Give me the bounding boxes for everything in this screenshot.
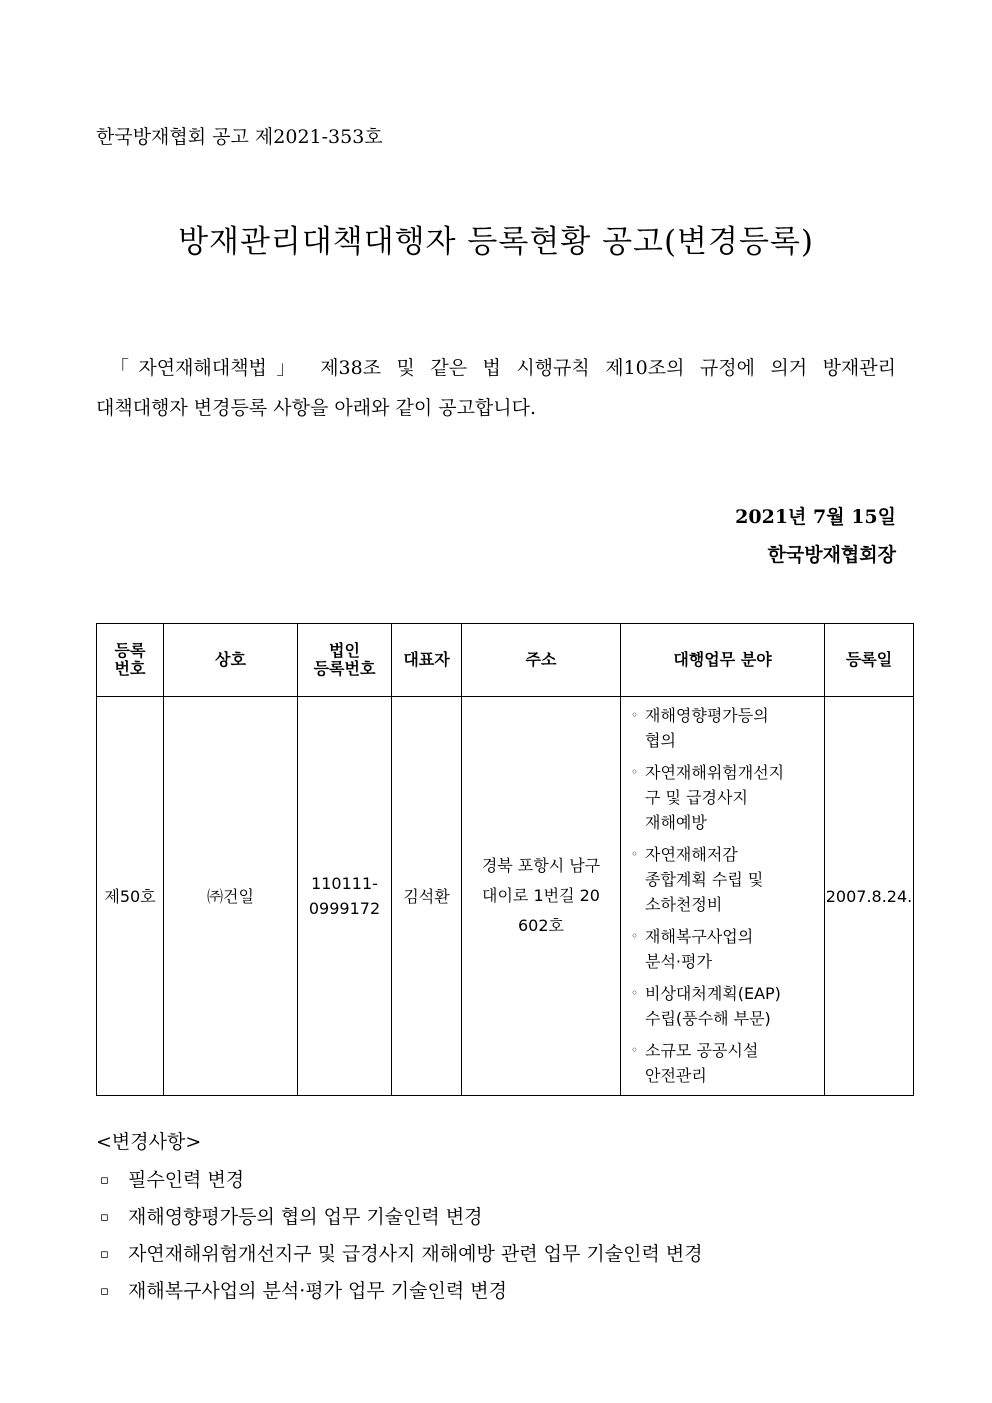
square-bullet-icon: ▫ [100, 1173, 109, 1188]
list-item [100, 1273, 703, 1310]
bullet-dot-icon: ◦ [631, 847, 639, 861]
document-title: 방재관리대책대행자 등록현황 공고(변경등록) [178, 224, 814, 260]
body-paragraph [96, 348, 896, 428]
header-representative: 대표자 [392, 624, 462, 697]
field-item-line: 종합계획 수립 및 [645, 870, 764, 889]
list-item-text: 재해영향평가등의 협의 업무 기술인력 변경 [128, 1206, 483, 1228]
list-item-text: 재해복구사업의 분석·평가 업무 기술인력 변경 [128, 1280, 507, 1302]
header-reg-date: 등록일 [825, 624, 914, 697]
header-corp-no-line2: 등록번호 [313, 659, 376, 678]
header-reg-no [97, 624, 164, 697]
field-item-line: 구 및 급경사지 [645, 788, 748, 807]
list-item [100, 1236, 703, 1273]
cell-address [462, 697, 621, 1096]
cell-corp-no-line2: 0999172 [308, 899, 381, 918]
field-item-line: 소하천정비 [645, 895, 723, 914]
field-item-line: 재해복구사업의 [645, 927, 754, 946]
square-bullet-icon: ▫ [100, 1210, 109, 1225]
field-item-line: 자연재해위험개선지 [645, 763, 785, 782]
changes-heading: <변경사항> [96, 1131, 202, 1153]
field-item-line: 수립(풍수해 부문) [645, 1009, 771, 1028]
header-fields: 대행업무 분야 [621, 624, 825, 697]
changes-list [100, 1162, 703, 1310]
list-item-text: 필수인력 변경 [128, 1169, 245, 1191]
header-reg-no-line1: 등록 [114, 641, 146, 660]
cell-company: ㈜건일 [164, 697, 298, 1096]
square-bullet-icon: ▫ [100, 1247, 109, 1262]
bullet-dot-icon: ◦ [631, 986, 639, 1000]
registration-table [96, 623, 914, 1096]
header-reg-no-line2: 번호 [114, 659, 146, 678]
field-item-line: 재해영향평가등의 [645, 706, 769, 725]
header-corp-no-line1: 법인 [329, 641, 360, 660]
header-company: 상호 [164, 624, 298, 697]
field-item [627, 981, 818, 1031]
table-header-row [97, 624, 914, 697]
field-item [627, 703, 818, 753]
field-item [627, 842, 818, 917]
list-item [100, 1162, 703, 1199]
bullet-dot-icon: ◦ [631, 1043, 639, 1057]
field-item-line: 소규모 공공시설 [645, 1041, 759, 1060]
cell-fields [621, 697, 825, 1096]
list-item-text: 자연재해위험개선지구 및 급경사지 재해예방 관련 업무 기술인력 변경 [128, 1243, 703, 1265]
signer: 한국방재협회장 [767, 544, 896, 566]
bullet-dot-icon: ◦ [631, 765, 639, 779]
bullet-dot-icon: ◦ [631, 708, 639, 722]
cell-corp-no-line1: 110111- [311, 874, 378, 893]
announcement-date: 2021년 7월 15일 [735, 506, 896, 528]
cell-reg-no: 제50호 [97, 697, 164, 1096]
field-item [627, 760, 818, 835]
cell-address-line2: 대이로 1번길 20 [482, 886, 600, 905]
body-line-2: 대책대행자 변경등록 사항을 아래와 같이 공고합니다. [96, 397, 537, 419]
cell-reg-date: 2007.8.24. [825, 697, 914, 1096]
bullet-dot-icon: ◦ [631, 929, 639, 943]
field-item [627, 924, 818, 974]
cell-corp-no [298, 697, 392, 1096]
field-item-line: 안전관리 [645, 1066, 707, 1085]
cell-address-line1: 경북 포항시 남구 [481, 856, 601, 875]
body-line-1: 「자연재해대책법」 제38조 및 같은 법 시행규칙 제10조의 규정에 의거 방재관리 [110, 357, 896, 379]
notice-number: 한국방재협회 공고 제2021-353호 [96, 126, 383, 148]
field-item-line: 자연재해저감 [645, 845, 738, 864]
table-row [97, 697, 914, 1096]
field-item-line: 재해예방 [645, 813, 707, 832]
header-corp-no [298, 624, 392, 697]
field-item-line: 비상대처계획(EAP) [645, 984, 781, 1003]
field-item-line: 협의 [645, 731, 676, 750]
square-bullet-icon: ▫ [100, 1284, 109, 1299]
list-item [100, 1199, 703, 1236]
field-item [627, 1038, 818, 1088]
field-item-line: 분석·평가 [645, 952, 712, 971]
cell-representative: 김석환 [392, 697, 462, 1096]
cell-address-line3: 602호 [518, 916, 564, 935]
header-address: 주소 [462, 624, 621, 697]
